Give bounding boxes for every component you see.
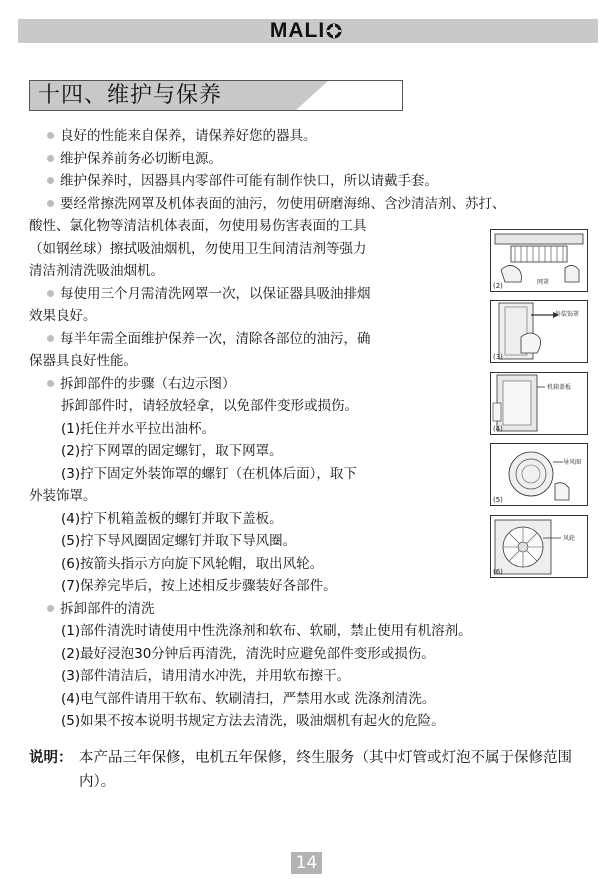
paragraph-line <box>47 285 371 303</box>
page-number: 14 <box>291 852 322 874</box>
paragraph-line <box>47 195 506 213</box>
step-item: (5)拧下导风圈固定螺钉并取下导风圈。 <box>61 533 297 549</box>
step-item: (6)按箭头指示方向旋下风轮帽，取出风轮。 <box>61 556 324 572</box>
bullet-dot <box>47 177 54 184</box>
figure-number: (3) <box>493 353 503 361</box>
section-title-text: 十四、维护与保养 <box>38 83 223 108</box>
step-item: (7)保养完毕后，按上述相反步骤装好各部件。 <box>61 578 337 594</box>
bullet-dot <box>47 605 54 612</box>
warranty-note <box>29 746 594 794</box>
brand-text: MALI <box>269 19 326 42</box>
paragraph-line: 酸性、氯化物等清洁机体表面，勿使用易伤害表面的工具 <box>29 218 367 234</box>
note-text: 本产品三年保修，电机五年保修，终生服务（其中灯管或灯泡不属于保修范围内）。 <box>79 750 572 790</box>
paragraph-text: 每使用三个月需清洗网罩一次，以保证器具吸油排烟 <box>60 286 371 302</box>
figure-number: (6) <box>493 568 503 576</box>
cleaning-item: (2)最好浸泡30分钟后再清洗，清洗时应避免部件变形或损伤。 <box>61 646 435 662</box>
subsection-heading <box>47 600 155 618</box>
bullet-item <box>47 127 317 145</box>
section-title <box>29 80 403 111</box>
figure-4-casing-cover <box>490 372 588 435</box>
figure-label: 网罩 <box>537 279 550 286</box>
subsection-heading-text: 拆卸部件的清洗 <box>60 601 155 617</box>
figure-number: (4) <box>493 425 503 433</box>
paragraph-line: （如钢丝球）擦拭吸油烟机，勿使用卫生间清洁剂等强力 <box>29 241 367 257</box>
cleaning-item: (4)电气部件请用干软布、软刷清扫，严禁用水或 洗涤剂清洗。 <box>61 691 436 707</box>
note-label: 说明： <box>29 750 73 766</box>
step-item: (2)拧下网罩的固定螺钉，取下网罩。 <box>61 443 283 459</box>
bullet-item <box>47 172 438 190</box>
paragraph-line: 效果良好。 <box>29 308 97 324</box>
step-item: (4)拧下机箱盖板的螺钉并取下盖板。 <box>61 511 283 527</box>
cleaning-item: (1)部件清洗时请使用中性洗涤剂和软布、软刷，禁止使用有机溶剂。 <box>61 623 472 639</box>
figure-label: 导风圈 <box>563 459 582 466</box>
bullet-dot <box>47 380 54 387</box>
bullet-text: 维护保养时，因器具内零部件可能有制作快口，所以请戴手套。 <box>60 173 438 189</box>
figure-label: 外装饰罩 <box>555 311 580 318</box>
figure-2-filter <box>490 229 588 292</box>
cleaning-item: (5)如果不按本说明书规定方法去清洗，吸油烟机有起火的危险。 <box>61 713 445 729</box>
step-item: (1)托住并水平拉出油杯。 <box>61 421 216 437</box>
figure-6-fan-wheel <box>490 515 588 578</box>
bullet-item <box>47 150 222 168</box>
bullet-text: 良好的性能来自保养，请保养好您的器具。 <box>60 128 317 144</box>
figure-illustration <box>491 373 587 434</box>
step-item: 外装饰罩。 <box>29 488 97 504</box>
bullet-dot <box>47 132 54 139</box>
subsection-heading <box>47 375 236 393</box>
bullet-dot <box>47 290 54 297</box>
figure-5-air-guide-ring <box>490 443 588 506</box>
bullet-text: 维护保养前务必切断电源。 <box>60 151 222 167</box>
figure-number: (5) <box>493 496 503 504</box>
brand-symbol-icon <box>326 23 342 39</box>
paragraph-line: 拆卸部件时，请轻放轻拿，以免部件变形或损伤。 <box>61 398 358 414</box>
bullet-dot <box>47 335 54 342</box>
bullet-dot <box>47 200 54 207</box>
paragraph-line: 保器具良好性能。 <box>29 353 137 369</box>
figure-3-outer-cover <box>490 300 588 363</box>
cleaning-item: (3)部件清洁后，请用清水冲洗，并用软布擦干。 <box>61 668 351 684</box>
subsection-heading-text: 拆卸部件的步骤（右边示图） <box>60 376 236 392</box>
figure-number: (2) <box>493 282 503 290</box>
paragraph-line <box>47 330 371 348</box>
paragraph-line: 清洁剂清洗吸油烟机。 <box>29 263 164 279</box>
step-item: (3)拧下固定外装饰罩的螺钉（在机体后面），取下 <box>61 466 357 482</box>
figure-label: 风轮 <box>563 535 576 542</box>
figure-label: 机箱盖板 <box>547 384 572 391</box>
figure-illustration <box>491 516 587 577</box>
paragraph-text: 要经常擦洗网罩及机体表面的油污，勿使用研磨海绵、含沙清洁剂、苏打、 <box>60 196 506 212</box>
paragraph-text: 每半年需全面维护保养一次，清除各部位的油污，确 <box>60 331 371 347</box>
bullet-dot <box>47 155 54 162</box>
brand-logo <box>0 19 612 43</box>
figure-illustration <box>491 444 587 505</box>
